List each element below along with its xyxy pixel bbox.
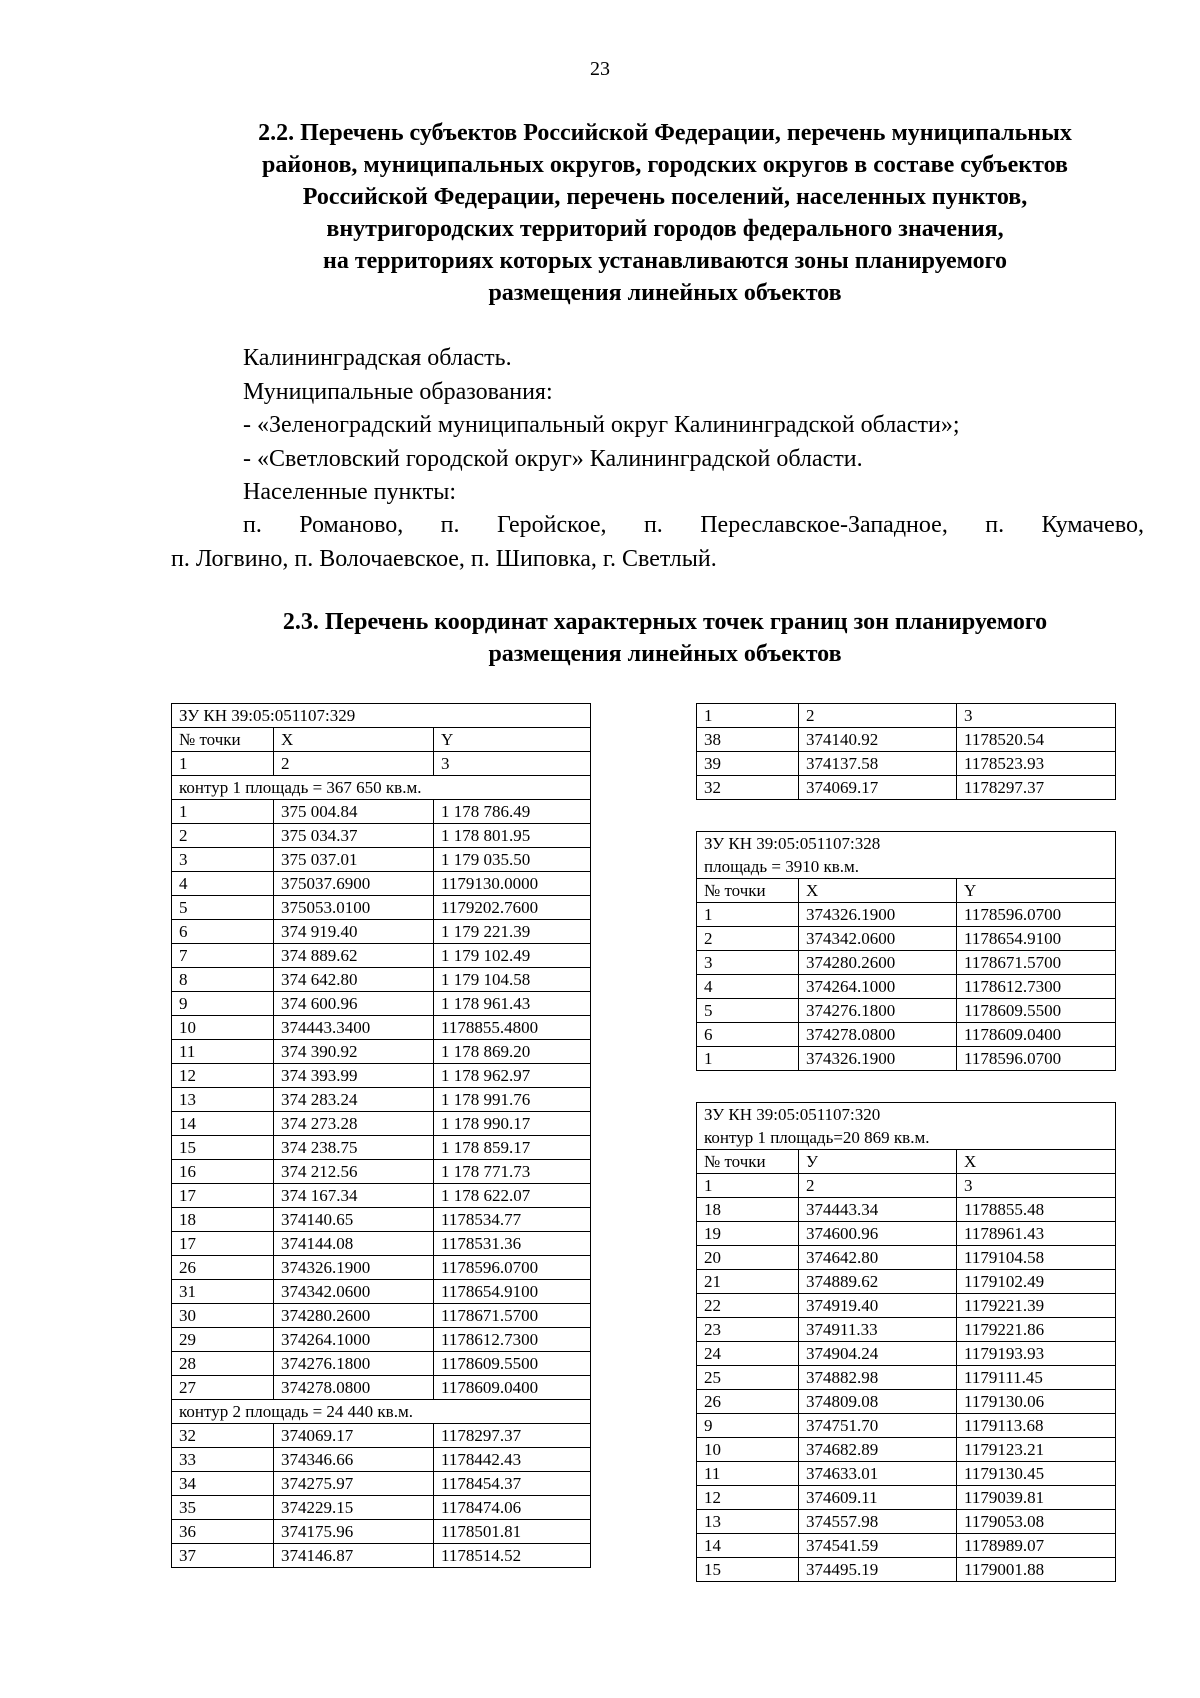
contour-row — [172, 1400, 591, 1424]
table-row — [697, 927, 1116, 951]
table-row — [172, 848, 591, 872]
point-number-cell: 6 — [697, 1023, 799, 1047]
table-row — [172, 1544, 591, 1568]
table-row — [172, 1520, 591, 1544]
table-row — [697, 951, 1116, 975]
point-number-cell: 2 — [172, 824, 274, 848]
column-index: 3 — [434, 752, 591, 776]
x-coordinate-cell: 374 600.96 — [274, 992, 434, 1016]
column-index: 2 — [799, 1174, 957, 1198]
table-row — [172, 824, 591, 848]
y-coordinate-cell: 1 178 990.17 — [434, 1112, 591, 1136]
point-number-cell: 15 — [172, 1136, 274, 1160]
table-row — [172, 1448, 591, 1472]
table-row — [697, 1534, 1116, 1558]
point-number-cell: 33 — [172, 1448, 274, 1472]
point-number-cell: 8 — [172, 968, 274, 992]
table-caption — [697, 832, 1116, 879]
point-number-cell: 15 — [697, 1558, 799, 1582]
x-coordinate-cell: 374751.70 — [799, 1414, 957, 1438]
settlements-label: Населенные пункты: — [243, 479, 456, 505]
table-caption-row — [697, 832, 1116, 879]
table-row — [172, 800, 591, 824]
x-coordinate-cell: 374146.87 — [274, 1544, 434, 1568]
caption-line: ЗУ КН 39:05:051107:328 — [704, 834, 881, 853]
table-header-row — [172, 728, 591, 752]
x-coordinate-cell: 374137.58 — [799, 752, 957, 776]
point-number-cell: 32 — [697, 776, 799, 800]
y-coordinate-cell: 1178612.7300 — [434, 1328, 591, 1352]
y-coordinate-cell: 1178454.37 — [434, 1472, 591, 1496]
table-row — [697, 975, 1116, 999]
table-row — [697, 1222, 1116, 1246]
y-coordinate-cell: 1179001.88 — [957, 1558, 1116, 1582]
y-coordinate-cell: 1178671.5700 — [957, 951, 1116, 975]
point-number-cell: 4 — [172, 872, 274, 896]
point-number-cell: 18 — [172, 1208, 274, 1232]
settlement-word: п. — [643, 512, 663, 538]
table-row — [697, 1414, 1116, 1438]
y-coordinate-cell: 1178989.07 — [957, 1534, 1116, 1558]
heading-line: 2.2. Перечень субъектов Российской Федерации, перечень муниципальных — [258, 120, 1072, 146]
table-row — [697, 1342, 1116, 1366]
x-coordinate-cell: 374443.3400 — [274, 1016, 434, 1040]
table-row — [172, 968, 591, 992]
x-coordinate-cell: 374264.1000 — [274, 1328, 434, 1352]
point-number-cell: 24 — [697, 1342, 799, 1366]
region-line: Калининградская область. — [243, 345, 512, 371]
point-number-cell: 28 — [172, 1352, 274, 1376]
contour-label: контур 1 площадь = 367 650 кв.м. — [172, 776, 591, 800]
column-header: Х — [957, 1150, 1116, 1174]
point-number-cell: 17 — [172, 1184, 274, 1208]
point-number-cell: 26 — [697, 1390, 799, 1414]
point-number-cell: 10 — [172, 1016, 274, 1040]
x-coordinate-cell: 374140.92 — [799, 728, 957, 752]
y-coordinate-cell: 1 178 869.20 — [434, 1040, 591, 1064]
table-row — [172, 1352, 591, 1376]
y-coordinate-cell: 1178609.0400 — [434, 1376, 591, 1400]
settlements-line-1 — [171, 509, 1144, 543]
heading-line: на территориях которых устанавливаются зоны планируемого — [323, 248, 1007, 274]
y-coordinate-cell: 1178442.43 — [434, 1448, 591, 1472]
table-row — [697, 1023, 1116, 1047]
column-index: 1 — [172, 752, 274, 776]
column-header: № точки — [172, 728, 274, 752]
point-number-cell: 3 — [172, 848, 274, 872]
y-coordinate-cell: 1178596.0700 — [957, 1047, 1116, 1071]
point-number-cell: 12 — [172, 1064, 274, 1088]
column-header: X — [799, 879, 957, 903]
x-coordinate-cell: 374 393.99 — [274, 1064, 434, 1088]
y-coordinate-cell: 1178474.06 — [434, 1496, 591, 1520]
x-coordinate-cell: 375 034.37 — [274, 824, 434, 848]
x-coordinate-cell: 374346.66 — [274, 1448, 434, 1472]
column-index: 2 — [274, 752, 434, 776]
point-number-cell: 9 — [172, 992, 274, 1016]
y-coordinate-cell: 1178654.9100 — [957, 927, 1116, 951]
x-coordinate-cell: 374278.0800 — [799, 1023, 957, 1047]
heading-line: 2.3. Перечень координат характерных точек границ зон планируемого — [282, 609, 1048, 635]
column-index: 3 — [957, 1174, 1116, 1198]
settlement-word: п. — [440, 512, 460, 538]
y-coordinate-cell: 1178612.7300 — [957, 975, 1116, 999]
y-coordinate-cell: 1178520.54 — [957, 728, 1116, 752]
y-coordinate-cell: 1178961.43 — [957, 1222, 1116, 1246]
x-coordinate-cell: 374 390.92 — [274, 1040, 434, 1064]
settlement-word: Романово, — [299, 512, 404, 538]
point-number-cell: 37 — [172, 1544, 274, 1568]
table-row — [697, 728, 1116, 752]
y-coordinate-cell: 1 179 221.39 — [434, 920, 591, 944]
table-row — [697, 1558, 1116, 1582]
x-coordinate-cell: 374 167.34 — [274, 1184, 434, 1208]
table-row — [172, 1496, 591, 1520]
table-row — [172, 1016, 591, 1040]
x-coordinate-cell: 374600.96 — [799, 1222, 957, 1246]
x-coordinate-cell: 374326.1900 — [799, 1047, 957, 1071]
point-number-cell: 30 — [172, 1304, 274, 1328]
point-number-cell: 11 — [172, 1040, 274, 1064]
x-coordinate-cell: 374 642.80 — [274, 968, 434, 992]
heading-line: внутригородских территорий городов федерального значения, — [326, 216, 1004, 242]
point-number-cell: 12 — [697, 1486, 799, 1510]
column-index: 1 — [697, 704, 799, 728]
settlements-paragraph — [171, 509, 1144, 576]
x-coordinate-cell: 374682.89 — [799, 1438, 957, 1462]
table-row — [172, 1208, 591, 1232]
table-row — [697, 999, 1116, 1023]
column-header: Y — [957, 879, 1116, 903]
y-coordinate-cell: 1178501.81 — [434, 1520, 591, 1544]
y-coordinate-cell: 1 179 104.58 — [434, 968, 591, 992]
x-coordinate-cell: 374541.59 — [799, 1534, 957, 1558]
x-coordinate-cell: 374326.1900 — [274, 1256, 434, 1280]
point-number-cell: 38 — [697, 728, 799, 752]
point-number-cell: 26 — [172, 1256, 274, 1280]
table-row — [697, 1294, 1116, 1318]
point-number-cell: 1 — [172, 800, 274, 824]
point-number-cell: 2 — [697, 927, 799, 951]
point-number-cell: 19 — [697, 1222, 799, 1246]
column-header: № точки — [697, 879, 799, 903]
coordinates-table-320 — [696, 1102, 1116, 1582]
x-coordinate-cell: 374889.62 — [799, 1270, 957, 1294]
caption-line: контур 1 площадь=20 869 кв.м. — [704, 1128, 930, 1147]
point-number-cell: 32 — [172, 1424, 274, 1448]
table-index-row — [697, 704, 1116, 728]
y-coordinate-cell: 1 179 102.49 — [434, 944, 591, 968]
y-coordinate-cell: 1178534.77 — [434, 1208, 591, 1232]
coordinates-table-329 — [171, 703, 591, 1568]
table-row — [172, 1328, 591, 1352]
settlement-word: п. — [243, 512, 262, 538]
point-number-cell: 13 — [172, 1088, 274, 1112]
x-coordinate-cell: 374 212.56 — [274, 1160, 434, 1184]
table-row — [172, 1424, 591, 1448]
x-coordinate-cell: 375053.0100 — [274, 896, 434, 920]
point-number-cell: 1 — [697, 1047, 799, 1071]
table-caption: ЗУ КН 39:05:051107:329 — [172, 704, 591, 728]
x-coordinate-cell: 374275.97 — [274, 1472, 434, 1496]
y-coordinate-cell: 1178596.0700 — [434, 1256, 591, 1280]
y-coordinate-cell: 1179104.58 — [957, 1246, 1116, 1270]
table-row — [172, 944, 591, 968]
point-number-cell: 27 — [172, 1376, 274, 1400]
y-coordinate-cell: 1179130.0000 — [434, 872, 591, 896]
column-header: X — [274, 728, 434, 752]
x-coordinate-cell: 374495.19 — [799, 1558, 957, 1582]
x-coordinate-cell: 375 004.84 — [274, 800, 434, 824]
coordinates-table-continued — [696, 703, 1116, 800]
point-number-cell: 5 — [697, 999, 799, 1023]
x-coordinate-cell: 374609.11 — [799, 1486, 957, 1510]
x-coordinate-cell: 374069.17 — [799, 776, 957, 800]
y-coordinate-cell: 1178297.37 — [434, 1424, 591, 1448]
column-header: № точки — [697, 1150, 799, 1174]
point-number-cell: 14 — [697, 1534, 799, 1558]
table-row — [697, 1047, 1116, 1071]
point-number-cell: 5 — [172, 896, 274, 920]
y-coordinate-cell: 1178531.36 — [434, 1232, 591, 1256]
table-row — [172, 1040, 591, 1064]
point-number-cell: 14 — [172, 1112, 274, 1136]
x-coordinate-cell: 374175.96 — [274, 1520, 434, 1544]
table-row — [172, 1304, 591, 1328]
point-number-cell: 21 — [697, 1270, 799, 1294]
caption-line: ЗУ КН 39:05:051107:320 — [704, 1105, 881, 1124]
point-number-cell: 13 — [697, 1510, 799, 1534]
point-number-cell: 34 — [172, 1472, 274, 1496]
point-number-cell: 22 — [697, 1294, 799, 1318]
y-coordinate-cell: 1179053.08 — [957, 1510, 1116, 1534]
table-caption-row — [697, 1103, 1116, 1150]
settlement-word: Переславское-Западное, — [700, 512, 948, 538]
table-row — [697, 1246, 1116, 1270]
y-coordinate-cell: 1 178 961.43 — [434, 992, 591, 1016]
x-coordinate-cell: 374633.01 — [799, 1462, 957, 1486]
table-row — [172, 1376, 591, 1400]
point-number-cell: 17 — [172, 1232, 274, 1256]
y-coordinate-cell: 1178609.5500 — [957, 999, 1116, 1023]
y-coordinate-cell: 1179111.45 — [957, 1366, 1116, 1390]
table-row — [172, 896, 591, 920]
point-number-cell: 1 — [697, 903, 799, 927]
section-2-2-heading — [150, 117, 1180, 309]
settlement-word: п. — [985, 512, 1005, 538]
x-coordinate-cell: 374140.65 — [274, 1208, 434, 1232]
point-number-cell: 7 — [172, 944, 274, 968]
table-row — [697, 1390, 1116, 1414]
point-number-cell: 23 — [697, 1318, 799, 1342]
x-coordinate-cell: 374443.34 — [799, 1198, 957, 1222]
point-number-cell: 11 — [697, 1462, 799, 1486]
table-header-row — [697, 1150, 1116, 1174]
table-row — [697, 1198, 1116, 1222]
x-coordinate-cell: 375 037.01 — [274, 848, 434, 872]
x-coordinate-cell: 374326.1900 — [799, 903, 957, 927]
heading-line: Российской Федерации, перечень поселений, населенных пунктов, — [302, 184, 1028, 210]
y-coordinate-cell: 1178609.0400 — [957, 1023, 1116, 1047]
point-number-cell: 6 — [172, 920, 274, 944]
y-coordinate-cell: 1179039.81 — [957, 1486, 1116, 1510]
point-number-cell: 10 — [697, 1438, 799, 1462]
table-row — [172, 1160, 591, 1184]
y-coordinate-cell: 1179102.49 — [957, 1270, 1116, 1294]
y-coordinate-cell: 1 178 962.97 — [434, 1064, 591, 1088]
y-coordinate-cell: 1178855.48 — [957, 1198, 1116, 1222]
section-2-3-heading — [150, 606, 1180, 670]
table-row — [697, 1462, 1116, 1486]
x-coordinate-cell: 374642.80 — [799, 1246, 957, 1270]
column-index: 2 — [799, 704, 957, 728]
x-coordinate-cell: 374 273.28 — [274, 1112, 434, 1136]
y-coordinate-cell: 1 178 991.76 — [434, 1088, 591, 1112]
y-coordinate-cell: 1178596.0700 — [957, 903, 1116, 927]
settlements-line-2: п. Логвино, п. Волочаевское, п. Шиповка, г. Светлый. — [171, 545, 717, 572]
x-coordinate-cell: 374278.0800 — [274, 1376, 434, 1400]
y-coordinate-cell: 1179193.93 — [957, 1342, 1116, 1366]
x-coordinate-cell: 374280.2600 — [274, 1304, 434, 1328]
y-coordinate-cell: 1178523.93 — [957, 752, 1116, 776]
column-index: 3 — [957, 704, 1116, 728]
contour-row — [172, 776, 591, 800]
point-number-cell: 16 — [172, 1160, 274, 1184]
point-number-cell: 3 — [697, 951, 799, 975]
table-row — [697, 776, 1116, 800]
x-coordinate-cell: 375037.6900 — [274, 872, 434, 896]
municipalities-label: Муниципальные образования: — [243, 378, 553, 405]
table-row — [172, 872, 591, 896]
table-row — [697, 1270, 1116, 1294]
point-number-cell: 35 — [172, 1496, 274, 1520]
y-coordinate-cell: 1178855.4800 — [434, 1016, 591, 1040]
column-index: 1 — [697, 1174, 799, 1198]
table-header-row — [697, 879, 1116, 903]
x-coordinate-cell: 374229.15 — [274, 1496, 434, 1520]
x-coordinate-cell: 374882.98 — [799, 1366, 957, 1390]
caption-line: площадь = 3910 кв.м. — [704, 857, 860, 876]
point-number-cell: 29 — [172, 1328, 274, 1352]
table-row — [172, 1256, 591, 1280]
contour-label: контур 2 площадь = 24 440 кв.м. — [172, 1400, 591, 1424]
table-row — [697, 1486, 1116, 1510]
point-number-cell: 36 — [172, 1520, 274, 1544]
x-coordinate-cell: 374264.1000 — [799, 975, 957, 999]
y-coordinate-cell: 1178671.5700 — [434, 1304, 591, 1328]
x-coordinate-cell: 374 283.24 — [274, 1088, 434, 1112]
y-coordinate-cell: 1 178 622.07 — [434, 1184, 591, 1208]
y-coordinate-cell: 1179221.86 — [957, 1318, 1116, 1342]
point-number-cell: 9 — [697, 1414, 799, 1438]
x-coordinate-cell: 374557.98 — [799, 1510, 957, 1534]
x-coordinate-cell: 374342.0600 — [274, 1280, 434, 1304]
table-caption-row — [172, 704, 591, 728]
x-coordinate-cell: 374342.0600 — [799, 927, 957, 951]
table-index-row — [172, 752, 591, 776]
table-row — [172, 920, 591, 944]
point-number-cell: 4 — [697, 975, 799, 999]
coordinates-table-328 — [696, 831, 1116, 1071]
table-row — [697, 1438, 1116, 1462]
x-coordinate-cell: 374276.1800 — [274, 1352, 434, 1376]
table-row — [172, 1232, 591, 1256]
table-row — [172, 992, 591, 1016]
point-number-cell: 39 — [697, 752, 799, 776]
y-coordinate-cell: 1178654.9100 — [434, 1280, 591, 1304]
y-coordinate-cell: 1179202.7600 — [434, 896, 591, 920]
heading-line: размещения линейных объектов — [488, 280, 842, 306]
heading-line: размещения линейных объектов — [488, 641, 842, 667]
settlement-word: Геройское, — [496, 512, 607, 538]
x-coordinate-cell: 374069.17 — [274, 1424, 434, 1448]
table-row — [172, 1184, 591, 1208]
table-row — [697, 752, 1116, 776]
y-coordinate-cell: 1178514.52 — [434, 1544, 591, 1568]
column-header: Y — [434, 728, 591, 752]
table-row — [172, 1088, 591, 1112]
x-coordinate-cell: 374 919.40 — [274, 920, 434, 944]
point-number-cell: 31 — [172, 1280, 274, 1304]
y-coordinate-cell: 1 178 801.95 — [434, 824, 591, 848]
column-header: У — [799, 1150, 957, 1174]
y-coordinate-cell: 1 178 771.73 — [434, 1160, 591, 1184]
table-row — [172, 1472, 591, 1496]
municipality-item: - «Зеленоградский муниципальный округ Калининградской области»; — [243, 412, 960, 438]
y-coordinate-cell: 1178297.37 — [957, 776, 1116, 800]
point-number-cell: 25 — [697, 1366, 799, 1390]
y-coordinate-cell: 1179221.39 — [957, 1294, 1116, 1318]
x-coordinate-cell: 374 238.75 — [274, 1136, 434, 1160]
x-coordinate-cell: 374919.40 — [799, 1294, 957, 1318]
table-row — [697, 1366, 1116, 1390]
x-coordinate-cell: 374809.08 — [799, 1390, 957, 1414]
table-row — [172, 1136, 591, 1160]
x-coordinate-cell: 374144.08 — [274, 1232, 434, 1256]
x-coordinate-cell: 374276.1800 — [799, 999, 957, 1023]
y-coordinate-cell: 1 178 859.17 — [434, 1136, 591, 1160]
x-coordinate-cell: 374911.33 — [799, 1318, 957, 1342]
y-coordinate-cell: 1179113.68 — [957, 1414, 1116, 1438]
settlement-word: Кумачево, — [1041, 512, 1144, 538]
table-index-row — [697, 1174, 1116, 1198]
table-row — [172, 1064, 591, 1088]
municipality-item: - «Светловский городской округ» Калининградской области. — [243, 445, 863, 472]
table-row — [172, 1112, 591, 1136]
heading-line: районов, муниципальных округов, городских округов в составе субъектов — [262, 152, 1068, 178]
x-coordinate-cell: 374 889.62 — [274, 944, 434, 968]
table-row — [697, 1510, 1116, 1534]
table-caption — [697, 1103, 1116, 1150]
table-row — [172, 1280, 591, 1304]
point-number-cell: 18 — [697, 1198, 799, 1222]
section-2-2-body — [243, 342, 959, 510]
page-number: 23 — [590, 58, 610, 80]
x-coordinate-cell: 374904.24 — [799, 1342, 957, 1366]
table-row — [697, 903, 1116, 927]
y-coordinate-cell: 1179130.06 — [957, 1390, 1116, 1414]
y-coordinate-cell: 1179130.45 — [957, 1462, 1116, 1486]
point-number-cell: 20 — [697, 1246, 799, 1270]
y-coordinate-cell: 1179123.21 — [957, 1438, 1116, 1462]
y-coordinate-cell: 1178609.5500 — [434, 1352, 591, 1376]
table-row — [697, 1318, 1116, 1342]
x-coordinate-cell: 374280.2600 — [799, 951, 957, 975]
y-coordinate-cell: 1 178 786.49 — [434, 800, 591, 824]
y-coordinate-cell: 1 179 035.50 — [434, 848, 591, 872]
